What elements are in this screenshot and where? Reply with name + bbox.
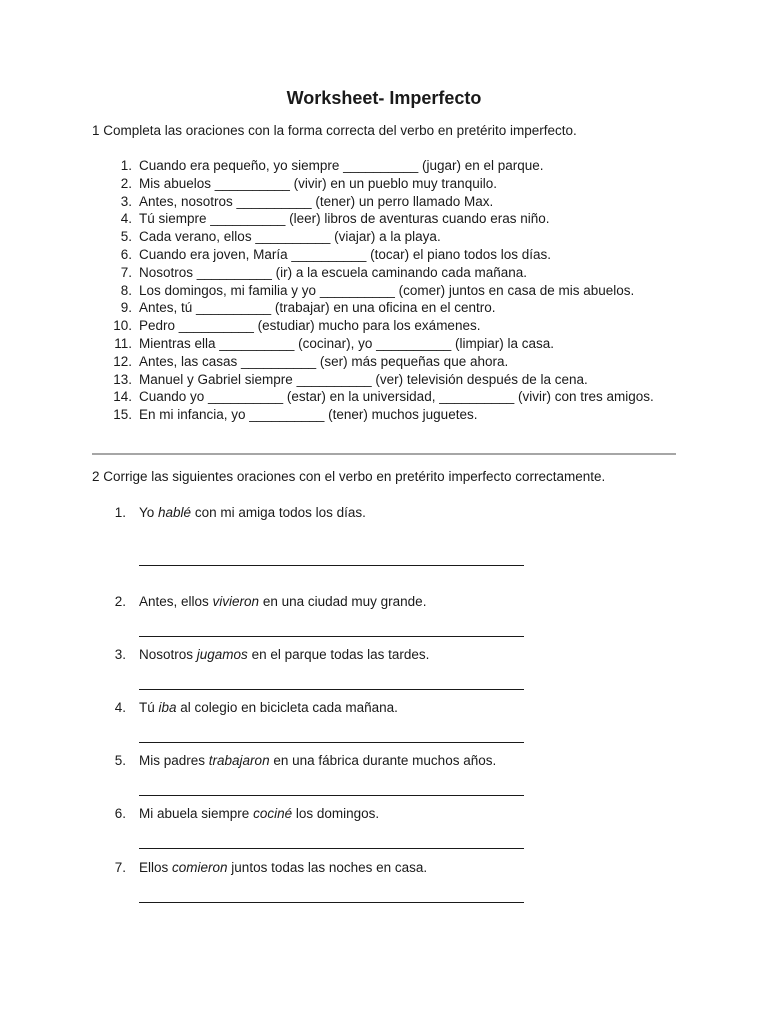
item-number: 5. bbox=[120, 229, 132, 245]
item-number: 2. bbox=[114, 594, 126, 609]
answer-line[interactable] bbox=[139, 636, 524, 637]
item-number: 7. bbox=[120, 264, 132, 280]
item-number: 5. bbox=[114, 753, 126, 768]
answer-line[interactable] bbox=[139, 902, 524, 903]
item-text: Manuel y Gabriel siempre __________ (ver) televisión después de la cena. bbox=[139, 371, 588, 387]
item-text: Antes, ellos vivieron en una ciudad muy grande. bbox=[139, 594, 427, 609]
item-text: Nosotros jugamos en el parque todas las tardes. bbox=[139, 647, 430, 662]
item-number: 4. bbox=[114, 700, 126, 715]
section2-instruction: 2 Corrige las siguientes oraciones con el verbo en pretérito imperfecto correctamente. bbox=[92, 469, 606, 484]
item-number: 6. bbox=[120, 246, 132, 262]
item-text: Mientras ella __________ (cocinar), yo __________ (limpiar) la casa. bbox=[139, 335, 554, 351]
item-text: Yo hablé con mi amiga todos los días. bbox=[139, 505, 366, 520]
item-text: Mis abuelos __________ (vivir) en un pueblo muy tranquilo. bbox=[139, 175, 497, 191]
item-number: 1. bbox=[120, 158, 132, 173]
item-number: 4. bbox=[120, 211, 132, 227]
answer-line[interactable] bbox=[139, 795, 524, 796]
item-number: 6. bbox=[114, 806, 126, 821]
item-number: 3. bbox=[114, 647, 126, 662]
item-text: Pedro __________ (estudiar) mucho para los exámenes. bbox=[139, 318, 481, 334]
item-text: Antes, las casas __________ (ser) más pequeñas que ahora. bbox=[139, 353, 509, 369]
item-text: En mi infancia, yo __________ (tener) muchos juguetes. bbox=[139, 407, 478, 423]
incorrect-verb: vivieron bbox=[212, 594, 260, 609]
item-number: 8. bbox=[120, 282, 132, 298]
item-text: Ellos comieron juntos todas las noches en casa. bbox=[139, 860, 428, 875]
answer-line[interactable] bbox=[139, 565, 524, 566]
item-text: Cuando era joven, María __________ (tocar) el piano todos los días. bbox=[139, 246, 552, 262]
incorrect-verb: trabajaron bbox=[208, 753, 270, 768]
item-number: 13. bbox=[113, 371, 132, 387]
item-number: 12. bbox=[113, 353, 132, 369]
item-text: Cuando era pequeño, yo siempre __________ (jugar) en el parque. bbox=[139, 158, 544, 173]
item-number: 1. bbox=[114, 505, 126, 520]
item-number: 3. bbox=[120, 193, 132, 209]
item-text: Nosotros __________ (ir) a la escuela caminando cada mañana. bbox=[139, 264, 527, 280]
item-text: Tú siempre __________ (leer) libros de aventuras cuando eras niño. bbox=[139, 211, 550, 227]
item-number: 7. bbox=[114, 860, 126, 875]
item-text: Cuando yo __________ (estar) en la universidad, __________ (vivir) con tres amigos. bbox=[139, 389, 654, 405]
item-number: 2. bbox=[120, 175, 132, 191]
item-text: Mi abuela siempre cociné los domingos. bbox=[139, 806, 380, 821]
item-text: Los domingos, mi familia y yo __________ (comer) juntos en casa de mis abuelos. bbox=[139, 282, 635, 298]
item-number: 11. bbox=[114, 335, 132, 351]
item-number: 10. bbox=[113, 318, 132, 334]
item-text: Antes, nosotros __________ (tener) un perro llamado Max. bbox=[139, 193, 494, 209]
page-title: Worksheet- Imperfecto bbox=[286, 88, 482, 108]
section1-instruction: 1 Completa las oraciones con la forma correcta del verbo en pretérito imperfecto. bbox=[92, 123, 577, 138]
incorrect-verb: iba bbox=[158, 700, 177, 715]
incorrect-verb: comieron bbox=[172, 860, 228, 875]
item-number: 14. bbox=[113, 389, 132, 405]
section-divider bbox=[92, 453, 676, 455]
incorrect-verb: jugamos bbox=[196, 647, 248, 662]
answer-line[interactable] bbox=[139, 689, 524, 690]
item-number: 15. bbox=[113, 407, 132, 423]
item-text: Tú iba al colegio en bicicleta cada mañana. bbox=[139, 700, 398, 715]
answer-line[interactable] bbox=[139, 848, 524, 849]
incorrect-verb: hablé bbox=[158, 505, 192, 520]
item-text: Mis padres trabajaron en una fábrica durante muchos años. bbox=[139, 753, 497, 768]
incorrect-verb: cociné bbox=[253, 806, 293, 821]
answer-line[interactable] bbox=[139, 742, 524, 743]
item-text: Antes, tú __________ (trabajar) en una oficina en el centro. bbox=[139, 300, 496, 316]
item-number: 9. bbox=[120, 300, 132, 316]
item-text: Cada verano, ellos __________ (viajar) a la playa. bbox=[139, 229, 441, 245]
